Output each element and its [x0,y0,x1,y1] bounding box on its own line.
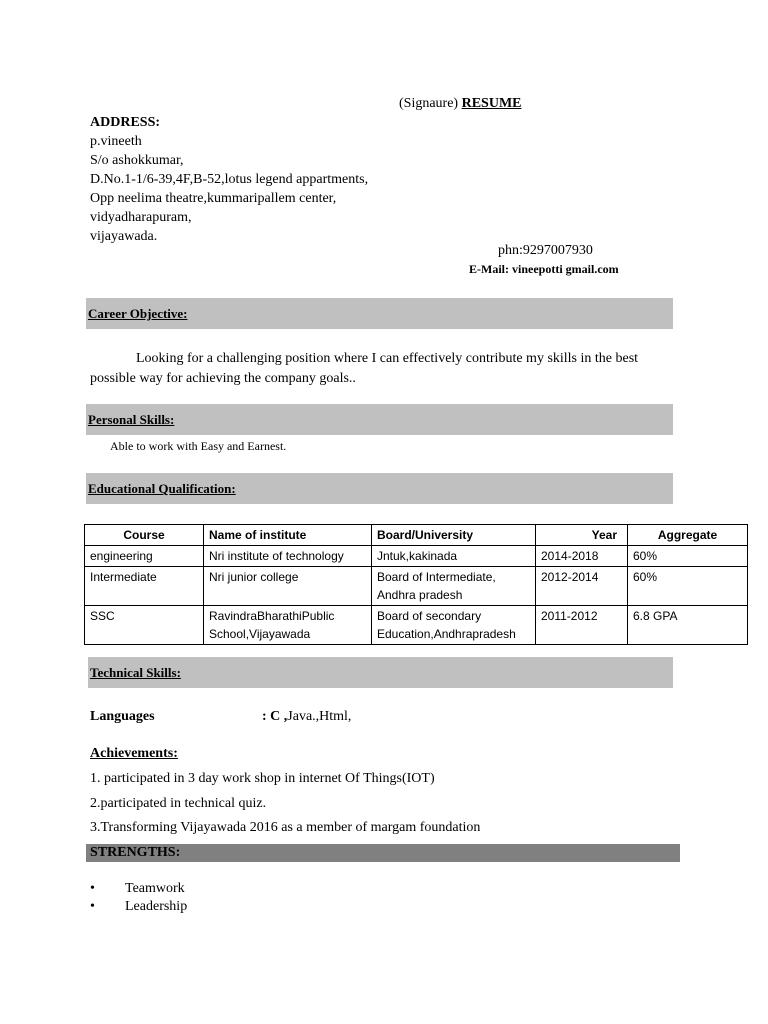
achievements-heading: Achievements: [90,746,178,761]
cell-institute: Nri institute of technology [204,546,372,567]
personal-skills-text: Able to work with Easy and Earnest. [110,439,287,453]
resume-title: RESUME [461,96,522,111]
list-item: • Leadership [90,898,187,916]
languages-value [262,708,351,726]
technical-skills-heading: Technical Skills: [90,665,181,680]
cell-institute: RavindraBharathiPublic School,Vijayawada [204,606,372,645]
column-header-aggregate: Aggregate [628,525,748,546]
signature-label: (Signaure) [399,96,459,111]
cell-aggregate: 60% [628,567,748,606]
phone-number: phn:9297007930 [498,243,593,258]
career-objective-line-2: possible way for achieving the company goals.. [90,371,356,386]
strengths-list [90,880,187,916]
column-header-course: Course [85,525,204,546]
address-line: S/o ashokkumar, [90,153,184,168]
cell-aggregate: 60% [628,546,748,567]
achievement-item: 3.Transforming Vijayawada 2016 as a member of margam foundation [90,820,481,835]
career-objective-bar [86,298,673,329]
list-item: • Teamwork [90,880,187,898]
column-header-board: Board/University [372,525,536,546]
education-bar [86,473,673,504]
languages-list: Java.,Html, [287,709,352,724]
address-line: p.vineeth [90,134,142,149]
address-label: ADDRESS: [90,115,161,130]
column-header-institute: Name of institute [204,525,372,546]
career-objective-line-1: Looking for a challenging position where I can effectively contribute my skills in the best [136,351,639,366]
cell-board: Jntuk,kakinada [372,546,536,567]
achievement-item: 1. participated in 3 day work shop in internet Of Things(IOT) [90,771,435,786]
email-address: E-Mail: vineepotti gmail.com [469,262,619,276]
education-table [84,524,748,645]
address-block [90,113,368,246]
table-header-row [85,525,748,546]
cell-year: 2012-2014 [536,567,628,606]
education-heading: Educational Qualification: [88,481,236,496]
career-objective-heading: Career Objective: [88,306,188,321]
languages-label: Languages [90,709,155,724]
address-line: vidyadharapuram, [90,210,192,225]
address-line: Opp neelima theatre,kummaripallem center, [90,191,337,206]
personal-skills-bar [86,404,673,435]
cell-board: Board of secondary Education,Andhrapradesh [372,606,536,645]
address-line: D.No.1-1/6-39,4F,B-52,lotus legend appartments, [90,172,369,187]
cell-course: engineering [85,546,204,567]
column-header-year: Year [536,525,628,546]
table-row [85,546,748,567]
strengths-heading: STRENGTHS: [90,845,181,860]
cell-course: Intermediate [85,567,204,606]
resume-header [399,95,522,113]
languages-prefix: : C , [262,709,288,724]
personal-skills-heading: Personal Skills: [88,412,175,427]
strengths-bar [86,844,680,862]
address-line: vijayawada. [90,229,158,244]
table-row [85,567,748,606]
cell-year: 2011-2012 [536,606,628,645]
cell-aggregate: 6.8 GPA [628,606,748,645]
cell-year: 2014-2018 [536,546,628,567]
cell-board: Board of Intermediate, Andhra pradesh [372,567,536,606]
achievement-item: 2.participated in technical quiz. [90,796,267,811]
cell-course: SSC [85,606,204,645]
cell-institute: Nri junior college [204,567,372,606]
technical-skills-bar [88,657,673,688]
table-row [85,606,748,645]
